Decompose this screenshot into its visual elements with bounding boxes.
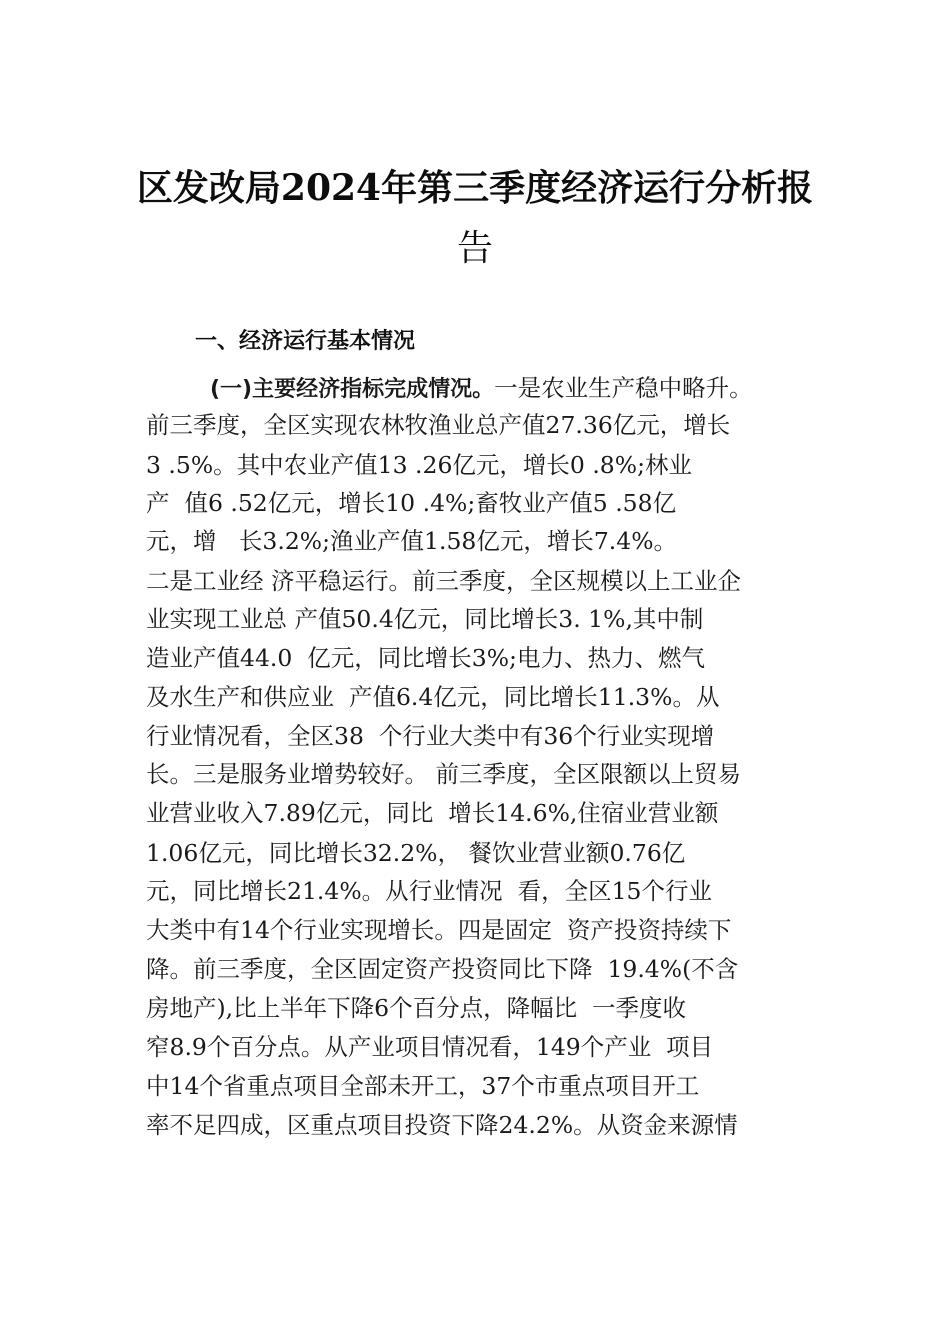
paragraph-line: 房地产),比上半年下降6个百分点，降幅比 一季度收 — [146, 994, 687, 1022]
document-title-line-2: 告 — [456, 228, 493, 269]
paragraph-line: 前三季度，全区实现农林牧渔业总产值27.36亿元，增长 — [146, 411, 731, 439]
paragraph-line: 大类中有14个行业实现增长。四是固定 资产投资持续下 — [146, 916, 732, 944]
paragraph-line: 行业情况看，全区38 个行业大类中有36个行业实现增 — [146, 722, 715, 750]
paragraph-line: 元，同比增长21.4%。从行业情况 看，全区15个行业 — [146, 877, 712, 905]
paragraph-line: 造业产值44.0 亿元，同比增长3%;电力、热力、燃气 — [146, 644, 705, 672]
paragraph-line: 及水生产和供应业 产值6.4亿元，同比增长11.3%。从 — [146, 683, 720, 711]
paragraph-line: 长。三是服务业增势较好。 前三季度，全区限额以上贸易 — [146, 760, 741, 788]
subsection-lead: (一)主要经济指标完成情况。 — [210, 377, 495, 402]
paragraph-line-text: 一是农业生产稳中略升。 — [494, 374, 753, 402]
paragraph-line: 产 值6 .52亿元，增长10 .4%;畜牧业产值5 .58亿 — [146, 489, 677, 517]
paragraph-line-1 — [210, 369, 753, 403]
paragraph-line: 率不足四成，区重点项目投资下降24.2%。从资金来源情 — [146, 1111, 738, 1139]
document-title-line-1: 区发改局2024年第三季度经济运行分析报 — [136, 167, 814, 209]
paragraph-line: 窄8.9个百分点。从产业项目情况看，149个产业 项目 — [146, 1033, 714, 1061]
paragraph-line: 二是工业经 济平稳运行。前三季度，全区规模以上工业企 — [146, 567, 741, 595]
paragraph-line: 业营业收入7.89亿元，同比 增长14.6%,住宿业营业额 — [146, 799, 719, 827]
paragraph-line: 业实现工业总 产值50.4亿元，同比增长3. 1%,其中制 — [146, 605, 704, 633]
paragraph-line: 中14个省重点项目全部未开工，37个市重点项目开工 — [146, 1072, 700, 1100]
paragraph-line: 1.06亿元，同比增长32.2%， 餐饮业营业额0.76亿 — [146, 839, 686, 867]
paragraph-line: 降。前三季度，全区固定资产投资同比下降 19.4%(不含 — [146, 955, 739, 983]
paragraph-line: 元，增 长3.2%;渔业产值1.58亿元，增长7.4%。 — [146, 527, 678, 555]
paragraph-line: 3 .5%。其中农业产值13 .26亿元，增长0 .8%;林业 — [146, 451, 693, 479]
section-heading: 一、经济运行基本情况 — [195, 329, 416, 354]
